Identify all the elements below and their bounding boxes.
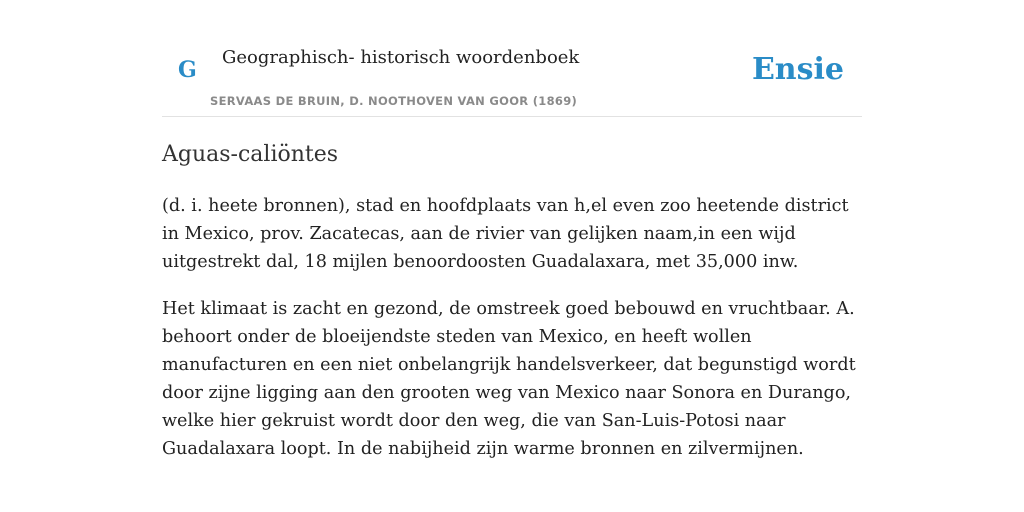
ensie-logo-link[interactable]: Ensie xyxy=(751,52,844,87)
book-author: SERVAAS DE BRUIN, D. NOOTHOVEN VAN GOOR (1869) xyxy=(210,94,578,108)
entry-paragraph: (d. i. heete bronnen), stad en hoofdplaats van h,el even zoo heetende district in Mexico, prov. Zacatecas, aan de rivier van gelijken naam,in een wijd uitgestrekt dal, 18 mijlen benoordoosten Guadalaxara, met 35,000 inw. xyxy=(162,196,849,272)
article-page xyxy=(162,0,862,512)
header xyxy=(162,0,862,117)
book-letter-link[interactable]: G xyxy=(178,57,197,83)
book-title-link[interactable]: Geographisch- historisch woordenboek xyxy=(222,47,580,68)
entry-title: Aguas-caliöntes xyxy=(162,142,339,167)
entry-paragraph: Het klimaat is zacht en gezond, de omstreek goed bebouwd en vruchtbaar. A. behoort onder de bloeijendste steden van Mexico, en heeft wollen manufacturen en een niet onbelangrijk handelsverkeer, dat begunstigd wordt door zijne ligging aan den grooten weg van Mexico naar Sonora en Durango, welke hier gekruist wordt door den weg, die van San-Luis-Potosi naar Guadalaxara loopt. In de nabijheid zijn warme bronnen en zilvermijnen. xyxy=(162,299,856,459)
